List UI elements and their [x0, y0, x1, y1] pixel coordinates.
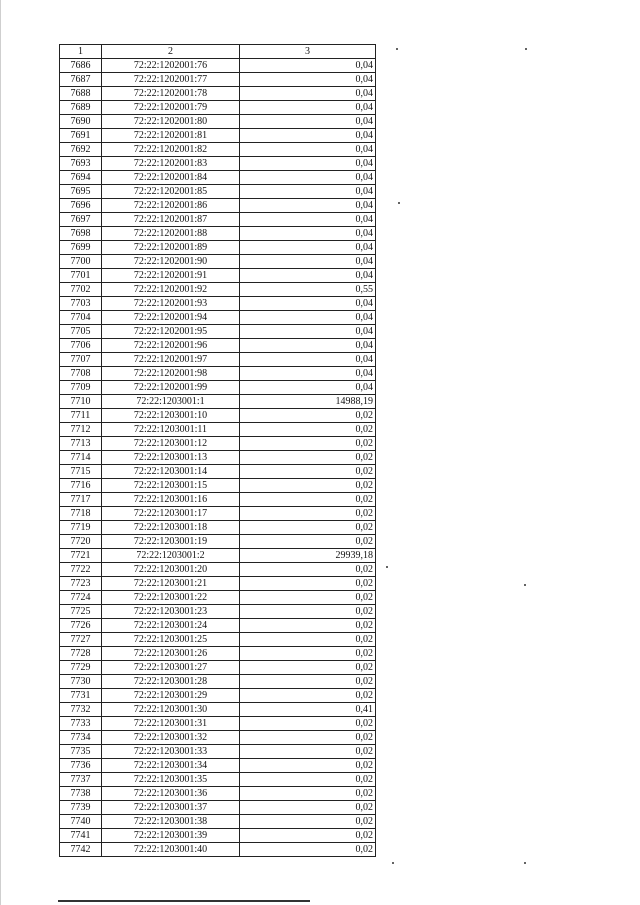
area-value-cell: 0,02	[240, 605, 376, 619]
cadastral-number-cell: 72:22:1203001:17	[102, 507, 240, 521]
table-row	[60, 507, 376, 521]
row-number-cell: 7690	[60, 115, 102, 129]
cadastral-number-cell: 72:22:1202001:84	[102, 171, 240, 185]
table-row	[60, 129, 376, 143]
row-number-cell: 7702	[60, 283, 102, 297]
area-value-cell: 0,02	[240, 451, 376, 465]
row-number-cell: 7740	[60, 815, 102, 829]
cadastral-number-cell: 72:22:1203001:29	[102, 689, 240, 703]
table-row	[60, 143, 376, 157]
row-number-cell: 7700	[60, 255, 102, 269]
cadastral-number-cell: 72:22:1203001:31	[102, 717, 240, 731]
cadastral-number-cell: 72:22:1203001:27	[102, 661, 240, 675]
table-row	[60, 59, 376, 73]
table-row	[60, 451, 376, 465]
row-number-cell: 7706	[60, 339, 102, 353]
cadastral-number-cell: 72:22:1203001:24	[102, 619, 240, 633]
cadastral-number-cell: 72:22:1203001:25	[102, 633, 240, 647]
row-number-cell: 7714	[60, 451, 102, 465]
scan-speck	[524, 584, 526, 586]
cadastral-number-cell: 72:22:1202001:78	[102, 87, 240, 101]
cadastral-number-cell: 72:22:1202001:76	[102, 59, 240, 73]
table-row	[60, 213, 376, 227]
area-value-cell: 0,04	[240, 171, 376, 185]
table-row	[60, 381, 376, 395]
table-row	[60, 717, 376, 731]
table-row	[60, 283, 376, 297]
row-number-cell: 7691	[60, 129, 102, 143]
area-value-cell: 0,02	[240, 437, 376, 451]
cadastral-number-cell: 72:22:1203001:38	[102, 815, 240, 829]
cadastral-number-cell: 72:22:1202001:96	[102, 339, 240, 353]
cadastral-number-cell: 72:22:1202001:98	[102, 367, 240, 381]
table-row	[60, 605, 376, 619]
row-number-cell: 7703	[60, 297, 102, 311]
cadastral-number-cell: 72:22:1203001:34	[102, 759, 240, 773]
area-value-cell: 14988,19	[240, 395, 376, 409]
table-row	[60, 563, 376, 577]
cadastral-number-cell: 72:22:1203001:20	[102, 563, 240, 577]
table-row	[60, 395, 376, 409]
row-number-cell: 7730	[60, 675, 102, 689]
area-value-cell: 0,02	[240, 507, 376, 521]
area-value-cell: 0,02	[240, 829, 376, 843]
area-value-cell: 0,02	[240, 465, 376, 479]
area-value-cell: 0,04	[240, 129, 376, 143]
table-row	[60, 73, 376, 87]
cadastral-number-cell: 72:22:1202001:95	[102, 325, 240, 339]
row-number-cell: 7686	[60, 59, 102, 73]
area-value-cell: 0,55	[240, 283, 376, 297]
table-row	[60, 647, 376, 661]
row-number-cell: 7689	[60, 101, 102, 115]
scan-edge-line	[0, 0, 1, 905]
area-value-cell: 0,02	[240, 577, 376, 591]
cadastral-number-cell: 72:22:1202001:92	[102, 283, 240, 297]
table-row	[60, 591, 376, 605]
table-row	[60, 577, 376, 591]
cadastral-number-cell: 72:22:1203001:16	[102, 493, 240, 507]
area-value-cell: 0,04	[240, 325, 376, 339]
row-number-cell: 7722	[60, 563, 102, 577]
table-row	[60, 367, 376, 381]
table-row	[60, 815, 376, 829]
cadastral-number-cell: 72:22:1202001:88	[102, 227, 240, 241]
row-number-cell: 7704	[60, 311, 102, 325]
area-value-cell: 0,02	[240, 773, 376, 787]
area-value-cell: 0,02	[240, 759, 376, 773]
area-value-cell: 0,02	[240, 815, 376, 829]
row-number-cell: 7701	[60, 269, 102, 283]
table-row	[60, 297, 376, 311]
scan-speck	[386, 566, 388, 568]
row-number-cell: 7737	[60, 773, 102, 787]
area-value-cell: 0,04	[240, 297, 376, 311]
cadastral-number-cell: 72:22:1202001:77	[102, 73, 240, 87]
cadastral-number-cell: 72:22:1203001:32	[102, 731, 240, 745]
scan-speck	[524, 862, 526, 864]
area-value-cell: 0,04	[240, 59, 376, 73]
row-number-cell: 7724	[60, 591, 102, 605]
table-row	[60, 325, 376, 339]
area-value-cell: 0,04	[240, 185, 376, 199]
cadastral-number-cell: 72:22:1202001:91	[102, 269, 240, 283]
area-value-cell: 0,04	[240, 73, 376, 87]
area-value-cell: 0,02	[240, 801, 376, 815]
row-number-cell: 7738	[60, 787, 102, 801]
row-number-cell: 7708	[60, 367, 102, 381]
cadastral-number-cell: 72:22:1202001:80	[102, 115, 240, 129]
area-value-cell: 0,02	[240, 423, 376, 437]
table-row	[60, 843, 376, 857]
table-row	[60, 675, 376, 689]
row-number-cell: 7696	[60, 199, 102, 213]
cadastral-number-cell: 72:22:1203001:15	[102, 479, 240, 493]
table-row	[60, 339, 376, 353]
table-row	[60, 633, 376, 647]
table-row	[60, 829, 376, 843]
area-value-cell: 0,02	[240, 647, 376, 661]
row-number-cell: 7734	[60, 731, 102, 745]
table-row	[60, 185, 376, 199]
row-number-cell: 7716	[60, 479, 102, 493]
table-header-row	[60, 45, 376, 59]
row-number-cell: 7725	[60, 605, 102, 619]
row-number-cell: 7727	[60, 633, 102, 647]
area-value-cell: 0,04	[240, 255, 376, 269]
table-row	[60, 731, 376, 745]
cadastral-number-cell: 72:22:1202001:82	[102, 143, 240, 157]
table-row	[60, 703, 376, 717]
scan-speck	[396, 48, 398, 50]
area-value-cell: 0,02	[240, 619, 376, 633]
cadastral-number-cell: 72:22:1203001:33	[102, 745, 240, 759]
row-number-cell: 7726	[60, 619, 102, 633]
area-value-cell: 0,02	[240, 689, 376, 703]
row-number-cell: 7710	[60, 395, 102, 409]
cadastral-number-cell: 72:22:1203001:35	[102, 773, 240, 787]
area-value-cell: 0,02	[240, 675, 376, 689]
area-value-cell: 0,04	[240, 199, 376, 213]
cadastral-number-cell: 72:22:1203001:14	[102, 465, 240, 479]
area-value-cell: 0,02	[240, 661, 376, 675]
cadastral-number-cell: 72:22:1203001:13	[102, 451, 240, 465]
row-number-cell: 7707	[60, 353, 102, 367]
row-number-cell: 7736	[60, 759, 102, 773]
row-number-cell: 7729	[60, 661, 102, 675]
table-row	[60, 87, 376, 101]
area-value-cell: 0,02	[240, 731, 376, 745]
row-number-cell: 7735	[60, 745, 102, 759]
row-number-cell: 7699	[60, 241, 102, 255]
cadastral-number-cell: 72:22:1203001:23	[102, 605, 240, 619]
area-value-cell: 0,02	[240, 633, 376, 647]
table-row	[60, 661, 376, 675]
cadastral-number-cell: 72:22:1203001:22	[102, 591, 240, 605]
area-value-cell: 0,02	[240, 479, 376, 493]
table-row	[60, 549, 376, 563]
table-row	[60, 353, 376, 367]
row-number-cell: 7741	[60, 829, 102, 843]
area-value-cell: 0,04	[240, 311, 376, 325]
area-value-cell: 0,02	[240, 717, 376, 731]
cadastral-number-cell: 72:22:1202001:85	[102, 185, 240, 199]
area-value-cell: 0,04	[240, 353, 376, 367]
table-row	[60, 493, 376, 507]
row-number-cell: 7715	[60, 465, 102, 479]
area-value-cell: 0,04	[240, 227, 376, 241]
row-number-cell: 7698	[60, 227, 102, 241]
row-number-cell: 7739	[60, 801, 102, 815]
scan-speck	[398, 202, 400, 204]
row-number-cell: 7697	[60, 213, 102, 227]
row-number-cell: 7731	[60, 689, 102, 703]
cadastral-number-cell: 72:22:1203001:36	[102, 787, 240, 801]
area-value-cell: 0,04	[240, 241, 376, 255]
cadastral-number-cell: 72:22:1203001:26	[102, 647, 240, 661]
table-row	[60, 759, 376, 773]
cadastral-number-cell: 72:22:1202001:87	[102, 213, 240, 227]
table-row	[60, 521, 376, 535]
row-number-cell: 7687	[60, 73, 102, 87]
row-number-cell: 7717	[60, 493, 102, 507]
row-number-cell: 7694	[60, 171, 102, 185]
column-header-3: 3	[240, 45, 376, 59]
area-value-cell: 0,04	[240, 269, 376, 283]
table-row	[60, 227, 376, 241]
cadastral-number-cell: 72:22:1202001:90	[102, 255, 240, 269]
area-value-cell: 0,02	[240, 409, 376, 423]
table-row	[60, 255, 376, 269]
area-value-cell: 0,04	[240, 213, 376, 227]
cadastral-number-cell: 72:22:1202001:86	[102, 199, 240, 213]
area-value-cell: 0,04	[240, 157, 376, 171]
column-header-1: 1	[60, 45, 102, 59]
row-number-cell: 7718	[60, 507, 102, 521]
cadastral-number-cell: 72:22:1202001:89	[102, 241, 240, 255]
area-value-cell: 0,04	[240, 381, 376, 395]
cadastral-number-cell: 72:22:1203001:10	[102, 409, 240, 423]
cadastral-number-cell: 72:22:1202001:81	[102, 129, 240, 143]
table-row	[60, 199, 376, 213]
table-body	[60, 59, 376, 857]
footer-rule	[58, 900, 310, 902]
table-row	[60, 423, 376, 437]
table-row	[60, 437, 376, 451]
table-row	[60, 101, 376, 115]
cadastral-number-cell: 72:22:1203001:1	[102, 395, 240, 409]
area-value-cell: 0,04	[240, 339, 376, 353]
table-row	[60, 157, 376, 171]
table-row	[60, 241, 376, 255]
row-number-cell: 7705	[60, 325, 102, 339]
area-value-cell: 0,02	[240, 843, 376, 857]
scan-speck	[392, 862, 394, 864]
area-value-cell: 0,02	[240, 521, 376, 535]
cadastral-number-cell: 72:22:1203001:2	[102, 549, 240, 563]
row-number-cell: 7732	[60, 703, 102, 717]
row-number-cell: 7688	[60, 87, 102, 101]
cadastral-number-cell: 72:22:1202001:97	[102, 353, 240, 367]
area-value-cell: 29939,18	[240, 549, 376, 563]
area-value-cell: 0,02	[240, 787, 376, 801]
table-row	[60, 465, 376, 479]
area-value-cell: 0,04	[240, 143, 376, 157]
area-value-cell: 0,04	[240, 367, 376, 381]
row-number-cell: 7712	[60, 423, 102, 437]
cadastral-number-cell: 72:22:1203001:12	[102, 437, 240, 451]
table-row	[60, 409, 376, 423]
row-number-cell: 7709	[60, 381, 102, 395]
row-number-cell: 7695	[60, 185, 102, 199]
area-value-cell: 0,04	[240, 115, 376, 129]
table-row	[60, 745, 376, 759]
row-number-cell: 7719	[60, 521, 102, 535]
cadastral-number-cell: 72:22:1202001:99	[102, 381, 240, 395]
cadastral-number-cell: 72:22:1203001:37	[102, 801, 240, 815]
area-value-cell: 0,02	[240, 493, 376, 507]
table-row	[60, 535, 376, 549]
cadastral-number-cell: 72:22:1203001:19	[102, 535, 240, 549]
row-number-cell: 7693	[60, 157, 102, 171]
cadastral-number-cell: 72:22:1203001:18	[102, 521, 240, 535]
cadastral-number-cell: 72:22:1202001:93	[102, 297, 240, 311]
area-value-cell: 0,04	[240, 87, 376, 101]
table-row	[60, 171, 376, 185]
column-header-2: 2	[102, 45, 240, 59]
cadastral-number-cell: 72:22:1202001:79	[102, 101, 240, 115]
cadastral-number-cell: 72:22:1203001:30	[102, 703, 240, 717]
row-number-cell: 7720	[60, 535, 102, 549]
table-row	[60, 773, 376, 787]
table-row	[60, 787, 376, 801]
area-value-cell: 0,02	[240, 535, 376, 549]
cadastral-number-cell: 72:22:1202001:94	[102, 311, 240, 325]
row-number-cell: 7692	[60, 143, 102, 157]
table-row	[60, 619, 376, 633]
area-value-cell: 0,02	[240, 563, 376, 577]
area-value-cell: 0,02	[240, 745, 376, 759]
table-row	[60, 115, 376, 129]
cadastral-number-cell: 72:22:1203001:40	[102, 843, 240, 857]
row-number-cell: 7723	[60, 577, 102, 591]
table-row	[60, 801, 376, 815]
table-row	[60, 689, 376, 703]
cadastral-table	[59, 44, 376, 857]
area-value-cell: 0,02	[240, 591, 376, 605]
scan-speck	[525, 48, 527, 50]
cadastral-number-cell: 72:22:1202001:83	[102, 157, 240, 171]
area-value-cell: 0,41	[240, 703, 376, 717]
row-number-cell: 7711	[60, 409, 102, 423]
table-row	[60, 269, 376, 283]
row-number-cell: 7742	[60, 843, 102, 857]
cadastral-number-cell: 72:22:1203001:28	[102, 675, 240, 689]
cadastral-number-cell: 72:22:1203001:39	[102, 829, 240, 843]
area-value-cell: 0,04	[240, 101, 376, 115]
cadastral-number-cell: 72:22:1203001:11	[102, 423, 240, 437]
table-row	[60, 311, 376, 325]
row-number-cell: 7733	[60, 717, 102, 731]
row-number-cell: 7721	[60, 549, 102, 563]
row-number-cell: 7728	[60, 647, 102, 661]
table-row	[60, 479, 376, 493]
cadastral-number-cell: 72:22:1203001:21	[102, 577, 240, 591]
row-number-cell: 7713	[60, 437, 102, 451]
